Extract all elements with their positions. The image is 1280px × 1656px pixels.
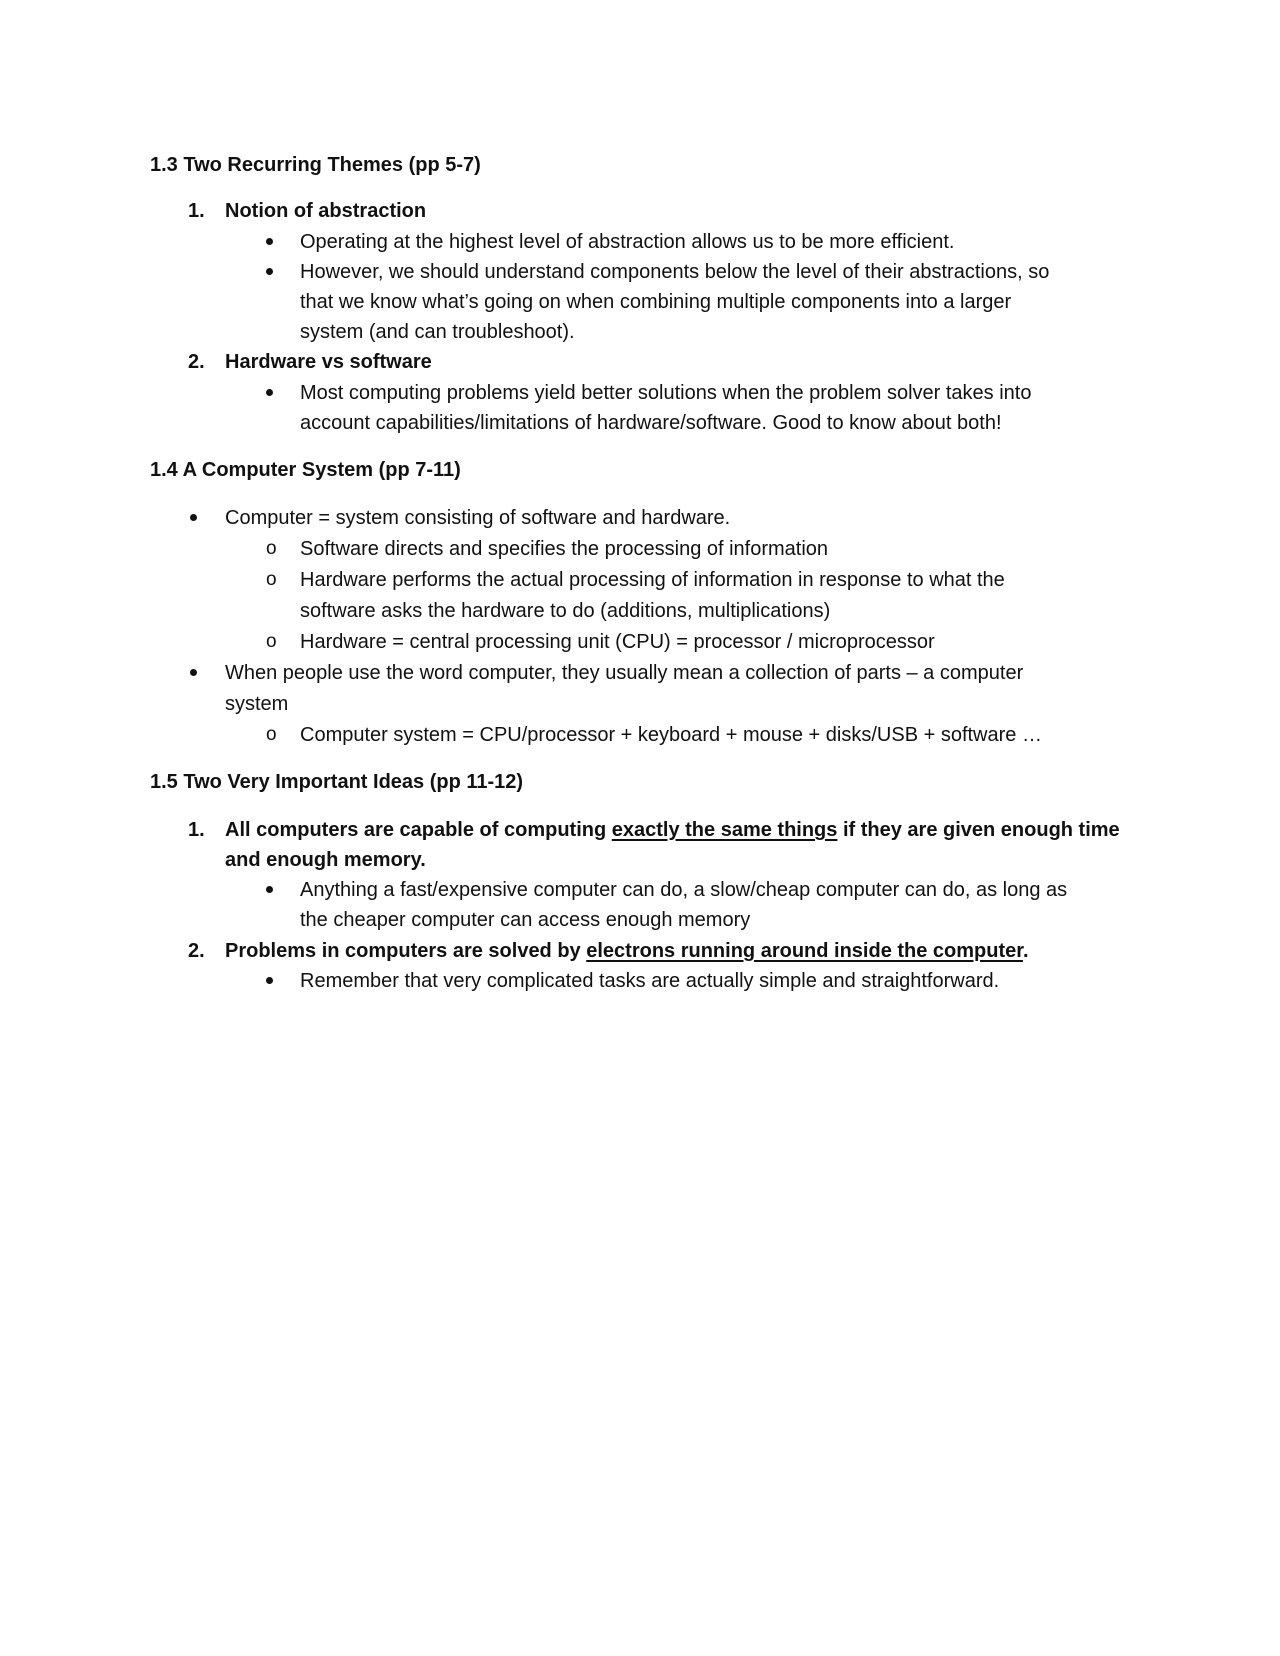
sub-bullet-icon: o: [266, 631, 277, 652]
bullet-icon: [266, 389, 273, 396]
bullet-text-continued: the cheaper computer can access enough memory: [300, 909, 751, 931]
title-text: All computers are capable of computing: [225, 819, 612, 841]
bullet-text-continued: system (and can troubleshoot).: [300, 321, 575, 343]
bullet-icon: [266, 977, 273, 984]
underlined-phrase: exactly the same things: [611, 819, 838, 841]
bullet-icon: [266, 238, 273, 245]
list-item-title-continued: and enough memory.: [225, 849, 426, 871]
sub-bullet-text: Hardware performs the actual processing of information in response to what the: [300, 569, 1005, 591]
sub-bullet-icon: o: [266, 569, 277, 590]
title-text: if they are given enough time: [837, 819, 1120, 841]
underlined-phrase: electrons running around inside the computer: [586, 940, 1023, 962]
bullet-text: Operating at the highest level of abstraction allows us to be more efficient.: [300, 231, 955, 253]
bullet-text-continued: that we know what’s going on when combining multiple components into a larger: [300, 291, 1012, 313]
list-item-title: [225, 816, 1120, 844]
sub-bullet-text: Hardware = central processing unit (CPU) = processor / microprocessor: [300, 631, 935, 653]
section-heading-1-3: 1.3 Two Recurring Themes (pp 5-7): [150, 154, 481, 176]
bullet-text: Remember that very complicated tasks are actually simple and straightforward.: [300, 970, 1000, 992]
bullet-text: However, we should understand components below the level of their abstractions, so: [300, 261, 1050, 283]
bullet-text: Most computing problems yield better solutions when the problem solver takes into: [300, 382, 1032, 404]
list-item-title: Hardware vs software: [225, 351, 432, 373]
title-text: Problems in computers are solved by: [225, 940, 587, 962]
bullet-text-continued: account capabilities/limitations of hardware/software. Good to know about both!: [300, 412, 1002, 434]
bullet-text: Computer = system consisting of software and hardware.: [225, 507, 731, 529]
list-number: 1.: [188, 819, 205, 841]
sub-bullet-icon: o: [266, 538, 277, 559]
sub-bullet-icon: o: [266, 724, 277, 745]
bullet-icon: [266, 886, 273, 893]
bullet-text: Anything a fast/expensive computer can do, a slow/cheap computer can do, as long as: [300, 879, 1068, 901]
section-heading-1-4: 1.4 A Computer System (pp 7-11): [150, 459, 461, 481]
list-number: 2.: [188, 351, 205, 373]
list-number: 2.: [188, 940, 205, 962]
bullet-icon: [266, 268, 273, 275]
bullet-text: When people use the word computer, they usually mean a collection of parts – a computer: [225, 662, 1024, 684]
title-text: .: [1022, 940, 1029, 962]
sub-bullet-text: Computer system = CPU/processor + keyboard + mouse + disks/USB + software …: [300, 724, 1042, 746]
sub-bullet-text: Software directs and specifies the processing of information: [300, 538, 829, 560]
bullet-icon: [190, 514, 197, 521]
bullet-icon: [190, 669, 197, 676]
list-item-title: [225, 937, 1029, 965]
sub-bullet-text-continued: software asks the hardware to do (additions, multiplications): [300, 600, 831, 622]
section-heading-1-5: 1.5 Two Very Important Ideas (pp 11-12): [150, 771, 524, 793]
list-number: 1.: [188, 200, 205, 222]
list-item-title: Notion of abstraction: [225, 200, 427, 222]
bullet-text-continued: system: [225, 693, 289, 715]
